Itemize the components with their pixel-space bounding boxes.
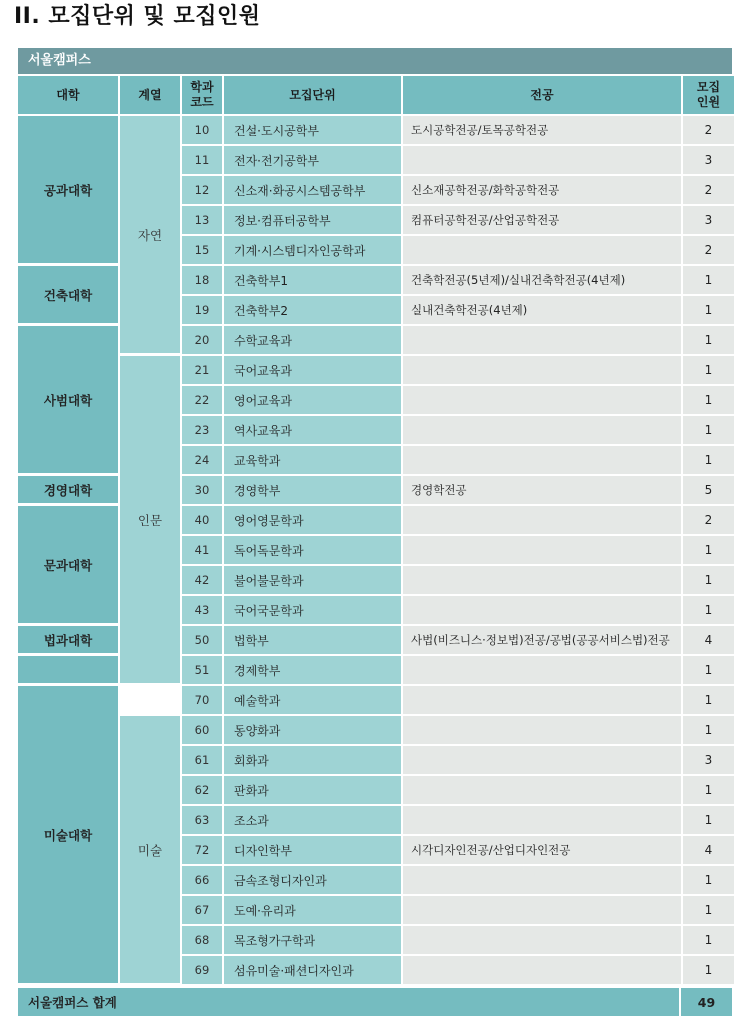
quota-cell: 1: [683, 656, 734, 686]
major-cell: 건축학전공(5년제)/실내건축학전공(4년제): [403, 266, 681, 296]
recruitment-unit: 도예·유리과: [224, 896, 401, 926]
college-cell: 사범대학: [18, 326, 118, 476]
dept-code: 66: [182, 866, 222, 896]
dept-code: 15: [182, 236, 222, 266]
recruitment-unit: 건축학부1: [224, 266, 401, 296]
dept-code: 11: [182, 146, 222, 176]
quota-cell: 1: [683, 566, 734, 596]
recruitment-unit: 정보·컴퓨터공학부: [224, 206, 401, 236]
recruitment-unit: 영어교육과: [224, 386, 401, 416]
quota-cell: 1: [683, 866, 734, 896]
recruitment-unit: 경영학부: [224, 476, 401, 506]
total-value: 49: [681, 988, 732, 1016]
header-quota: 모집 인원: [683, 76, 734, 116]
recruitment-unit: 금속조형디자인과: [224, 866, 401, 896]
college-cell: 문과대학: [18, 506, 118, 626]
dept-code: 60: [182, 716, 222, 746]
page-title: II. 모집단위 및 모집인원: [14, 4, 261, 29]
quota-cell: 1: [683, 926, 734, 956]
campus-header: 서울캠퍼스: [18, 48, 732, 74]
header-code: 학과 코드: [182, 76, 222, 116]
quota-cell: 4: [683, 626, 734, 656]
quota-cell: 2: [683, 506, 734, 536]
recruitment-unit: 경제학부: [224, 656, 401, 686]
major-cell: [403, 326, 681, 356]
recruitment-unit: 영어영문학과: [224, 506, 401, 536]
dept-code: 62: [182, 776, 222, 806]
header-major: 전공: [403, 76, 681, 116]
dept-code: 69: [182, 956, 222, 986]
major-cell: 시각디자인전공/산업디자인전공: [403, 836, 681, 866]
quota-cell: 1: [683, 956, 734, 986]
college-cell: [18, 656, 118, 686]
dept-code: 20: [182, 326, 222, 356]
quota-cell: 5: [683, 476, 734, 506]
college-cell: 공과대학: [18, 116, 118, 266]
quota-cell: 2: [683, 116, 734, 146]
dept-code: 18: [182, 266, 222, 296]
dept-code: 41: [182, 536, 222, 566]
major-cell: [403, 596, 681, 626]
major-cell: [403, 416, 681, 446]
quota-cell: 1: [683, 446, 734, 476]
recruitment-unit: 법학부: [224, 626, 401, 656]
quota-cell: 1: [683, 686, 734, 716]
quota-cell: 1: [683, 596, 734, 626]
college-cell: 법과대학: [18, 626, 118, 656]
major-cell: [403, 716, 681, 746]
recruitment-unit: 조소과: [224, 806, 401, 836]
recruitment-table: [18, 76, 732, 986]
quota-cell: 1: [683, 386, 734, 416]
dept-code: 30: [182, 476, 222, 506]
dept-code: 21: [182, 356, 222, 386]
major-cell: [403, 356, 681, 386]
quota-cell: 1: [683, 356, 734, 386]
college-cell: 건축대학: [18, 266, 118, 326]
dept-code: 13: [182, 206, 222, 236]
recruitment-unit: 국어국문학과: [224, 596, 401, 626]
major-cell: [403, 446, 681, 476]
dept-code: 23: [182, 416, 222, 446]
recruitment-unit: 교육학과: [224, 446, 401, 476]
major-cell: 경영학전공: [403, 476, 681, 506]
quota-cell: 1: [683, 296, 734, 326]
major-cell: [403, 506, 681, 536]
recruitment-unit: 역사교육과: [224, 416, 401, 446]
recruitment-unit: 동양화과: [224, 716, 401, 746]
major-cell: 도시공학전공/토목공학전공: [403, 116, 681, 146]
total-row: [18, 988, 732, 1016]
dept-code: 43: [182, 596, 222, 626]
quota-cell: 1: [683, 266, 734, 296]
major-cell: [403, 926, 681, 956]
dept-code: 22: [182, 386, 222, 416]
quota-cell: 2: [683, 176, 734, 206]
recruitment-unit: 목조형가구학과: [224, 926, 401, 956]
dept-code: 50: [182, 626, 222, 656]
recruitment-unit: 수학교육과: [224, 326, 401, 356]
recruitment-unit: 신소재·화공시스템공학부: [224, 176, 401, 206]
recruitment-unit: 전자·전기공학부: [224, 146, 401, 176]
major-cell: [403, 746, 681, 776]
recruitment-unit: 국어교육과: [224, 356, 401, 386]
major-cell: [403, 386, 681, 416]
header-track: 계열: [120, 76, 180, 116]
recruitment-unit: 건축학부2: [224, 296, 401, 326]
major-cell: [403, 236, 681, 266]
quota-cell: 3: [683, 146, 734, 176]
quota-cell: 3: [683, 746, 734, 776]
dept-code: 51: [182, 656, 222, 686]
major-cell: [403, 686, 681, 716]
dept-code: 72: [182, 836, 222, 866]
quota-cell: 1: [683, 716, 734, 746]
track-cell: 자연: [120, 116, 180, 356]
dept-code: 12: [182, 176, 222, 206]
dept-code: 19: [182, 296, 222, 326]
dept-code: 70: [182, 686, 222, 716]
quota-cell: 1: [683, 776, 734, 806]
major-cell: 신소재공학전공/화학공학전공: [403, 176, 681, 206]
quota-cell: 2: [683, 236, 734, 266]
header-college: 대학: [18, 76, 118, 116]
quota-cell: 1: [683, 806, 734, 836]
recruitment-unit: 건설·도시공학부: [224, 116, 401, 146]
dept-code: 24: [182, 446, 222, 476]
dept-code: 63: [182, 806, 222, 836]
major-cell: 실내건축학전공(4년제): [403, 296, 681, 326]
recruitment-unit: 회화과: [224, 746, 401, 776]
dept-code: 68: [182, 926, 222, 956]
quota-cell: 1: [683, 416, 734, 446]
major-cell: 컴퓨터공학전공/산업공학전공: [403, 206, 681, 236]
major-cell: [403, 536, 681, 566]
total-label: 서울캠퍼스 합계: [18, 988, 679, 1016]
dept-code: 40: [182, 506, 222, 536]
dept-code: 10: [182, 116, 222, 146]
major-cell: [403, 656, 681, 686]
major-cell: [403, 866, 681, 896]
major-cell: [403, 956, 681, 986]
dept-code: 61: [182, 746, 222, 776]
recruitment-unit: 독어독문학과: [224, 536, 401, 566]
track-cell: 미술: [120, 716, 180, 986]
college-cell: 미술대학: [18, 686, 118, 986]
major-cell: [403, 146, 681, 176]
quota-cell: 3: [683, 206, 734, 236]
recruitment-unit: 섬유미술·패션디자인과: [224, 956, 401, 986]
quota-cell: 1: [683, 536, 734, 566]
dept-code: 42: [182, 566, 222, 596]
major-cell: [403, 806, 681, 836]
recruitment-unit: 불어불문학과: [224, 566, 401, 596]
major-cell: [403, 776, 681, 806]
major-cell: [403, 566, 681, 596]
recruitment-unit: 기계·시스템디자인공학과: [224, 236, 401, 266]
quota-cell: 4: [683, 836, 734, 866]
recruitment-unit: 판화과: [224, 776, 401, 806]
recruitment-unit: 예술학과: [224, 686, 401, 716]
dept-code: 67: [182, 896, 222, 926]
college-cell: 경영대학: [18, 476, 118, 506]
track-cell: 인문: [120, 356, 180, 686]
header-unit: 모집단위: [224, 76, 401, 116]
quota-cell: 1: [683, 326, 734, 356]
recruitment-unit: 디자인학부: [224, 836, 401, 866]
major-cell: 사법(비즈니스·정보법)전공/공법(공공서비스법)전공: [403, 626, 681, 656]
quota-cell: 1: [683, 896, 734, 926]
major-cell: [403, 896, 681, 926]
